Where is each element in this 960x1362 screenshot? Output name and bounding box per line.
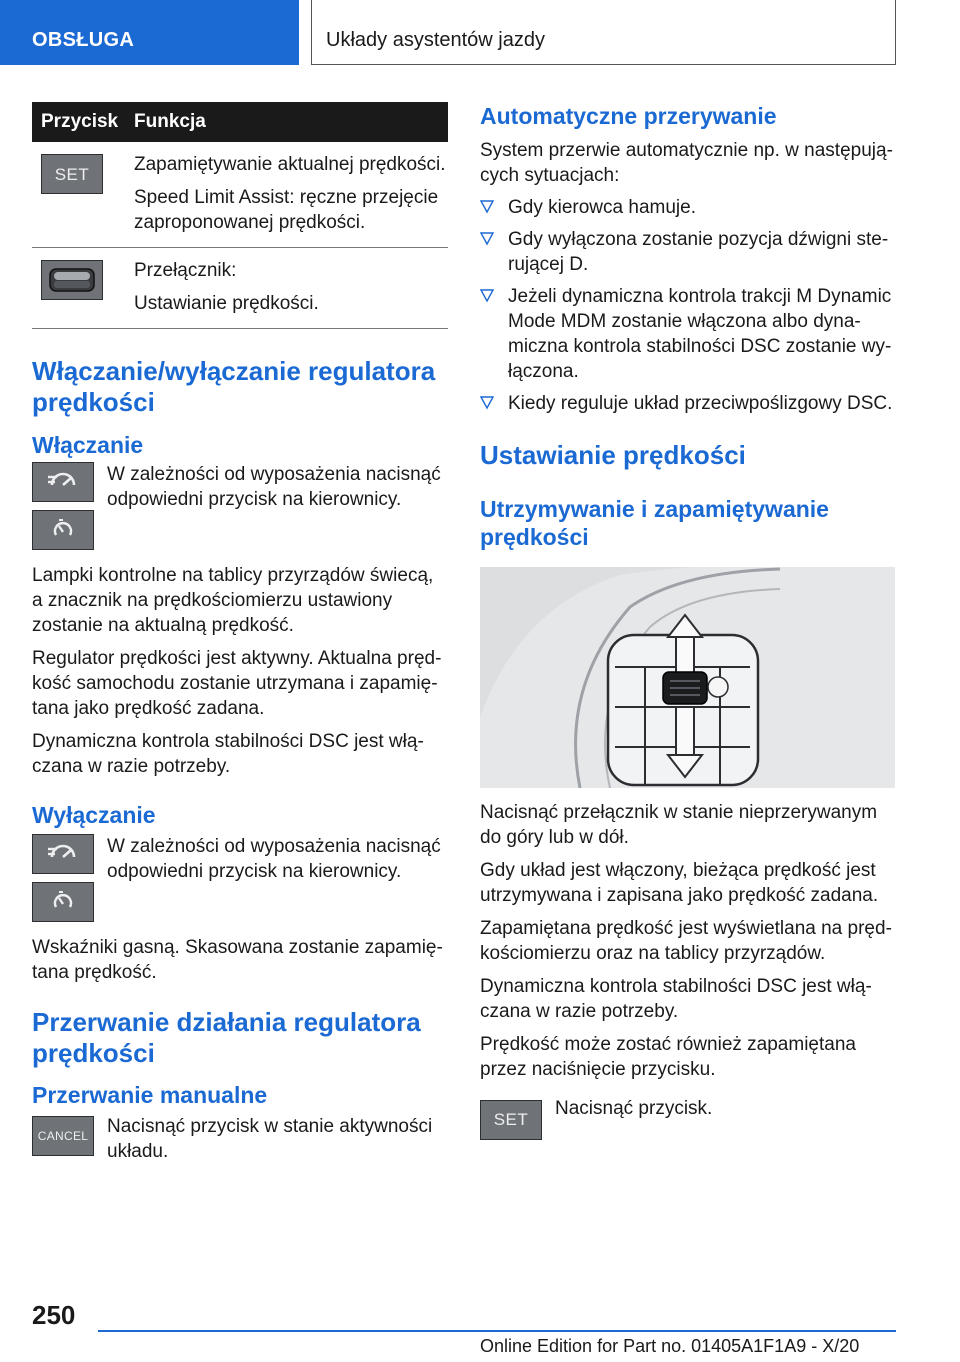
disable-instruction-text: W zależności od wyposażenia nacisnąć odpowiedni przycisk na kierownicy. — [107, 836, 441, 882]
footer-divider — [98, 1330, 896, 1332]
speedometer-icon — [32, 510, 94, 550]
body-paragraph: Wskaźniki gasną. Skasowana zostanie zapamiętana prędkość. — [32, 937, 443, 983]
manual-instruction — [32, 1114, 448, 1164]
body-paragraph: Nacisnąć przełącznik w stanie nieprzerywanym do góry lub w dół. — [480, 802, 878, 848]
set-instruction — [480, 1096, 896, 1140]
table-header-button: Przycisk — [32, 102, 126, 142]
table-cell-text: Przełącznik: — [134, 260, 237, 281]
steering-wheel-switch-illustration — [480, 567, 895, 788]
rocker-switch-icon — [41, 260, 103, 300]
enable-instruction — [32, 462, 448, 550]
section-tab: OBSŁUGA — [0, 0, 299, 65]
right-column — [480, 102, 896, 1140]
heading-disable: Wyłączanie — [32, 802, 156, 828]
body-paragraph: Prędkość może zostać również zapamiętana przez naciśnięcie przycisku. — [480, 1034, 856, 1080]
list-item: Gdy wyłączona zostanie pozycja dźwigni sterującej D. — [480, 227, 896, 277]
heading-hold-speed: Utrzymywanie i zapamiętywanie prędkości — [480, 496, 829, 550]
speedometer-icon — [32, 882, 94, 922]
manual-instruction-text: Nacisnąć przycisk w stanie aktywności układu. — [107, 1116, 433, 1162]
set-instruction-text: Nacisnąć przycisk. — [555, 1098, 713, 1119]
list-item: Jeżeli dynamiczna kontrola trakcji M Dynamic Mode MDM zostanie włączona albo dynamiczna kontrola stabilności DSC zostanie wyłączona. — [480, 284, 896, 384]
table-row — [32, 142, 448, 248]
body-paragraph: Gdy układ jest włączony, bieżąca prędkość jest utrzymywana i zapisana jako prędkość zadana. — [480, 860, 879, 906]
set-button-icon: SET — [480, 1100, 542, 1140]
triangle-bullet-icon — [480, 200, 494, 214]
chapter-title: Układy asystentów jazdy — [311, 0, 896, 65]
heading-enable: Włączanie — [32, 432, 144, 458]
triangle-bullet-icon — [480, 289, 494, 303]
table-cell-text: Ustawianie prędkości. — [134, 293, 319, 314]
table-row — [32, 248, 448, 329]
page-number: 250 — [32, 1300, 76, 1330]
table-cell-text: Zapamiętywanie aktualnej prędkości. — [134, 154, 446, 175]
heading-manual-interrupt: Przerwanie manualne — [32, 1082, 268, 1108]
cruise-control-icon — [32, 834, 94, 874]
cruise-control-icon — [32, 462, 94, 502]
button-function-table — [32, 102, 448, 329]
body-paragraph: Dynamiczna kontrola stabilności DSC jest włączana w razie potrzeby. — [480, 976, 872, 1022]
heading-set-speed: Ustawianie prędkości — [480, 440, 746, 470]
list-item: Kiedy reguluje układ przeciwpoślizgowy DSC. — [480, 391, 896, 416]
body-paragraph: Regulator prędkości jest aktywny. Aktualna prędkość samochodu zostanie utrzymana i zapamiętana jako prędkość zadana. — [32, 648, 442, 719]
table-cell-text: Speed Limit Assist: ręczne przejęcie zaproponowanej prędkości. — [134, 187, 439, 233]
list-item: Gdy kierowca hamuje. — [480, 195, 896, 220]
body-paragraph: Dynamiczna kontrola stabilności DSC jest włączana w razie potrzeby. — [32, 731, 424, 777]
auto-interrupt-list — [480, 195, 896, 416]
auto-intro: System przerwie automatycznie np. w następujących sytuacjach: — [480, 140, 893, 186]
set-button-icon: SET — [41, 154, 103, 194]
enable-instruction-text: W zależności od wyposażenia nacisnąć odpowiedni przycisk na kierownicy. — [107, 464, 441, 510]
left-column — [32, 102, 448, 1164]
disable-instruction — [32, 834, 448, 922]
triangle-bullet-icon — [480, 232, 494, 246]
triangle-bullet-icon — [480, 396, 494, 410]
heading-auto-interrupt: Automatyczne przerywanie — [480, 103, 777, 129]
footer-edition: Online Edition for Part no. 01405A1F1A9 - X/20 — [480, 1336, 860, 1356]
cancel-button-icon: CANCEL — [32, 1116, 94, 1156]
table-header-function: Funkcja — [126, 102, 448, 142]
heading-enable-disable: Włączanie/wyłączanie regulatora prędkości — [32, 356, 436, 417]
body-paragraph: Zapamiętana prędkość jest wyświetlana na prędkościomierzu oraz na tablicy przyrządów. — [480, 918, 892, 964]
body-paragraph: Lampki kontrolne na tablicy przyrządów świecą, a znacznik na prędkościomierzu ustawiony zostanie na aktualną prędkość. — [32, 565, 434, 636]
heading-interrupt: Przerwanie działania regulatora prędkości — [32, 1007, 421, 1068]
